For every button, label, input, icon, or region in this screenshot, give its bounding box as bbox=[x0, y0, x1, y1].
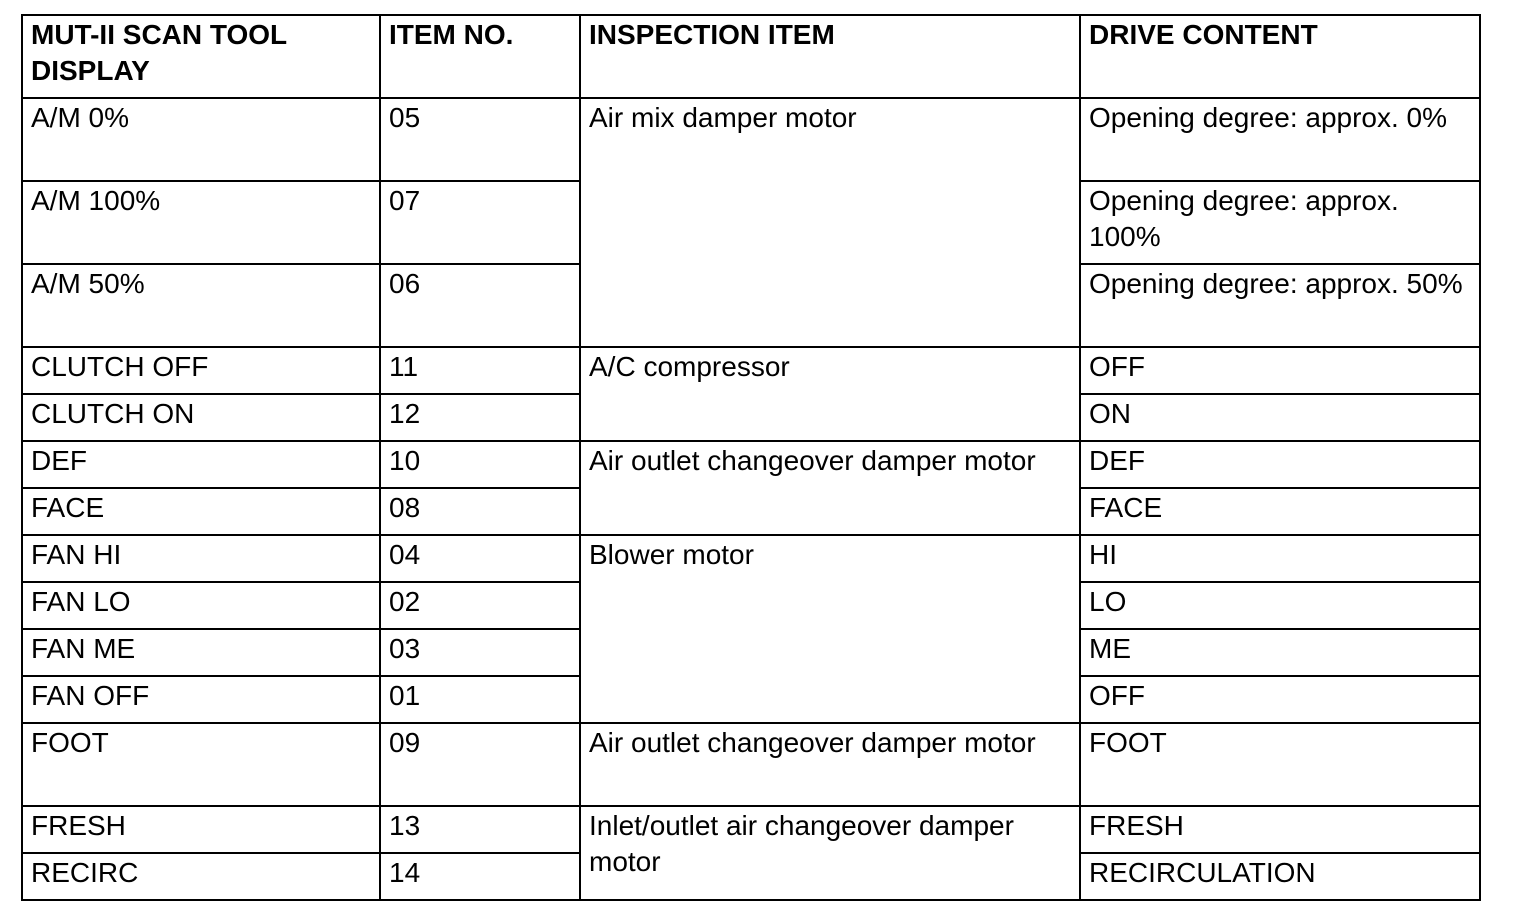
display-cell: FACE bbox=[22, 488, 380, 535]
drive-content-cell: ON bbox=[1080, 394, 1480, 441]
header-item-no: ITEM NO. bbox=[380, 15, 580, 98]
inspection-item-cell: Air outlet changeover damper motor bbox=[580, 441, 1080, 535]
inspection-item-cell: A/C compressor bbox=[580, 347, 1080, 441]
item-no-cell: 06 bbox=[380, 264, 580, 347]
display-cell: A/M 0% bbox=[22, 98, 380, 181]
item-no-cell: 02 bbox=[380, 582, 580, 629]
item-no-cell: 13 bbox=[380, 806, 580, 853]
display-cell: FAN ME bbox=[22, 629, 380, 676]
inspection-item-cell: Air mix damper motor bbox=[580, 98, 1080, 347]
drive-content-cell: LO bbox=[1080, 582, 1480, 629]
item-no-cell: 01 bbox=[380, 676, 580, 723]
display-cell: RECIRC bbox=[22, 853, 380, 900]
item-no-cell: 11 bbox=[380, 347, 580, 394]
display-cell: CLUTCH OFF bbox=[22, 347, 380, 394]
item-no-cell: 08 bbox=[380, 488, 580, 535]
drive-content-cell: Opening degree: approx. 50% bbox=[1080, 264, 1480, 347]
display-cell: FAN LO bbox=[22, 582, 380, 629]
item-no-cell: 12 bbox=[380, 394, 580, 441]
display-cell: FOOT bbox=[22, 723, 380, 806]
display-cell: FRESH bbox=[22, 806, 380, 853]
inspection-item-cell: Air outlet changeover damper motor bbox=[580, 723, 1080, 806]
item-no-cell: 07 bbox=[380, 181, 580, 264]
header-scan-tool-display: MUT-II SCAN TOOL DISPLAY bbox=[22, 15, 380, 98]
display-cell: FAN OFF bbox=[22, 676, 380, 723]
item-no-cell: 09 bbox=[380, 723, 580, 806]
item-no-cell: 03 bbox=[380, 629, 580, 676]
drive-content-cell: Opening degree: approx. 0% bbox=[1080, 98, 1480, 181]
table-header-row bbox=[22, 15, 1480, 98]
drive-content-cell: RECIRCULATION bbox=[1080, 853, 1480, 900]
table-row bbox=[22, 98, 1480, 181]
drive-content-cell: FACE bbox=[1080, 488, 1480, 535]
drive-content-cell: ME bbox=[1080, 629, 1480, 676]
drive-content-cell: OFF bbox=[1080, 676, 1480, 723]
drive-content-cell: HI bbox=[1080, 535, 1480, 582]
drive-content-cell: FOOT bbox=[1080, 723, 1480, 806]
table-row bbox=[22, 806, 1480, 853]
display-cell: DEF bbox=[22, 441, 380, 488]
item-no-cell: 04 bbox=[380, 535, 580, 582]
scan-tool-table bbox=[21, 14, 1481, 901]
item-no-cell: 14 bbox=[380, 853, 580, 900]
table-row bbox=[22, 535, 1480, 582]
display-cell: A/M 100% bbox=[22, 181, 380, 264]
table-row bbox=[22, 441, 1480, 488]
item-no-cell: 10 bbox=[380, 441, 580, 488]
display-cell: FAN HI bbox=[22, 535, 380, 582]
drive-content-cell: DEF bbox=[1080, 441, 1480, 488]
drive-content-cell: Opening degree: approx. 100% bbox=[1080, 181, 1480, 264]
header-inspection-item: INSPECTION ITEM bbox=[580, 15, 1080, 98]
display-cell: CLUTCH ON bbox=[22, 394, 380, 441]
display-cell: A/M 50% bbox=[22, 264, 380, 347]
item-no-cell: 05 bbox=[380, 98, 580, 181]
table-row bbox=[22, 723, 1480, 806]
drive-content-cell: FRESH bbox=[1080, 806, 1480, 853]
table-row bbox=[22, 347, 1480, 394]
inspection-item-cell: Inlet/outlet air changeover damper motor bbox=[580, 806, 1080, 900]
header-drive-content: DRIVE CONTENT bbox=[1080, 15, 1480, 98]
drive-content-cell: OFF bbox=[1080, 347, 1480, 394]
inspection-item-cell: Blower motor bbox=[580, 535, 1080, 723]
